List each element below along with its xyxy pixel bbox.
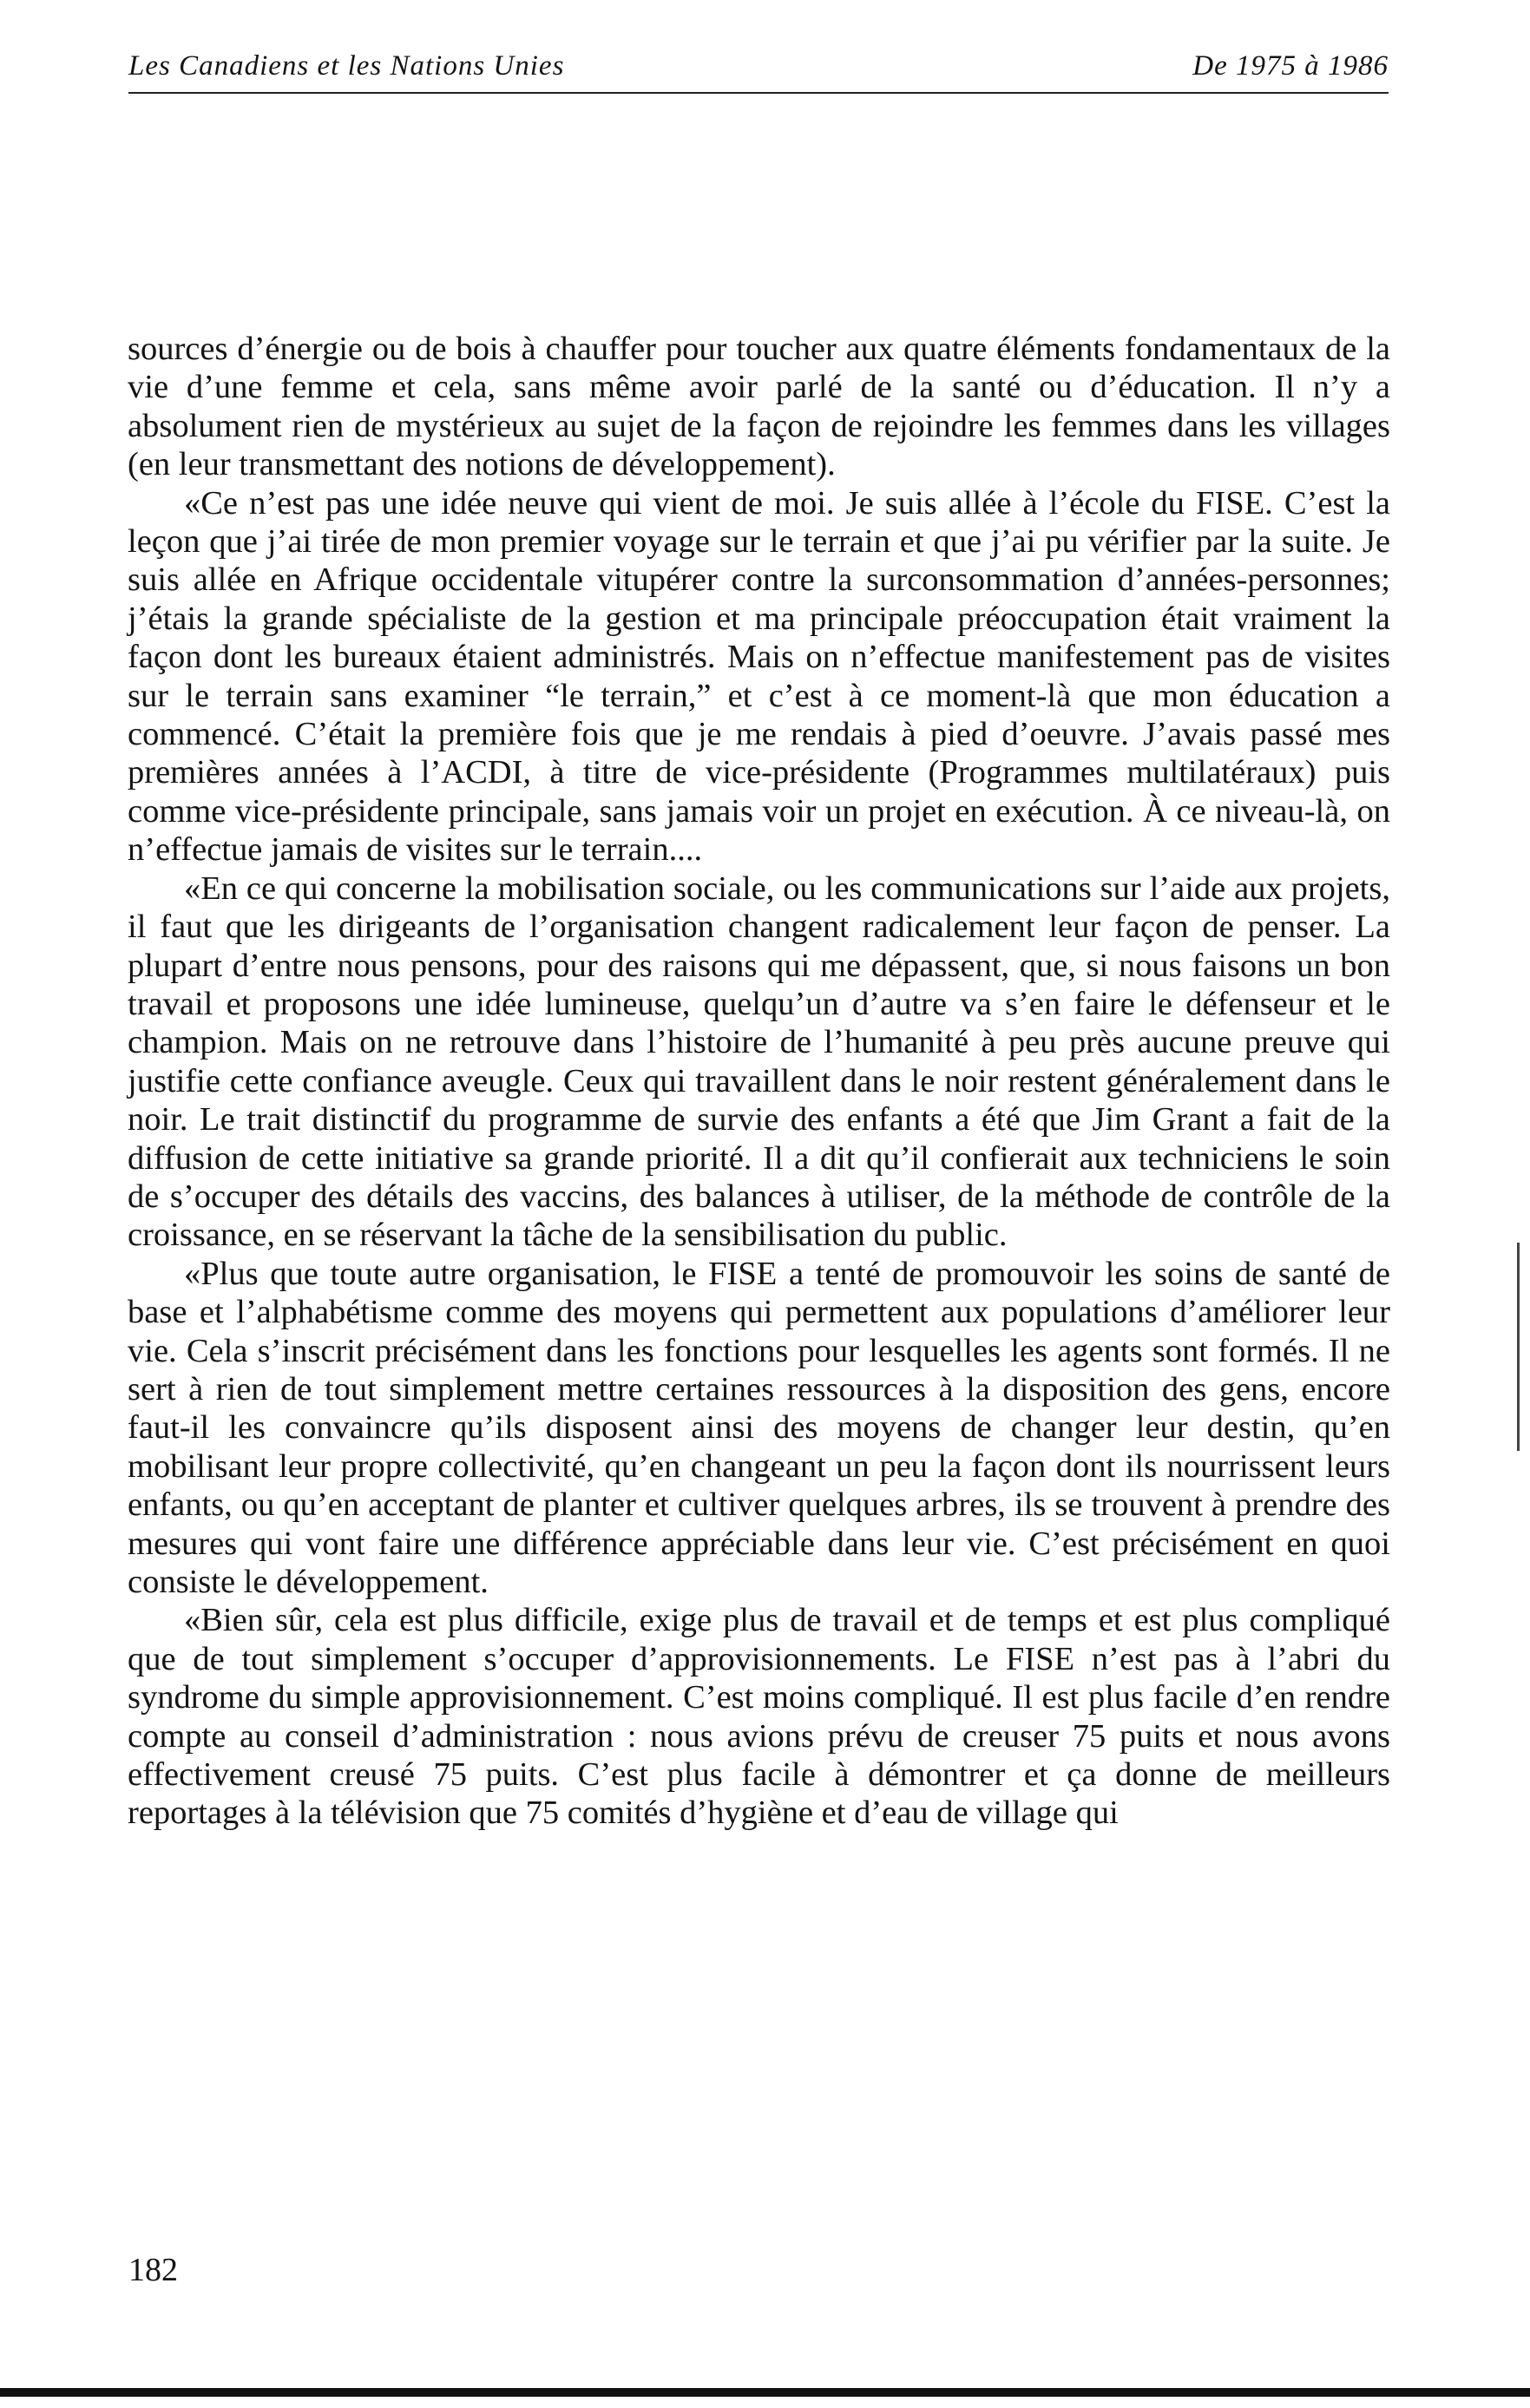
paragraph: «Bien sûr, cela est plus difficile, exige plus de travail et de temps et est plus compliqué que de tout simplement s’occuper d’approvisionnements. Le FISE n’est pas à l’abri du syndrome du simple approvisionnement. C’est moins compliqué. Il est plus facile d’en rendre compte au conseil d’administration : nous avions prévu de creuser 75 puits et nous avons effectivement creusé 75 puits. C’est plus facile à démontrer et ça donne de meilleurs reportages à la télévision que 75 comités d’hygiène et d’eau de village qui (128, 1602, 1390, 1832)
paragraph: «Plus que toute autre organisation, le FISE a tenté de promouvoir les soins de santé de base et l’alphabétisme comme des moyens qui permettent aux populations d’améliorer leur vie. Cela s’inscrit précisément dans les fonctions pour lesquelles les agents sont formés. Il ne sert à rien de tout simplement mettre certaines ressources à la disposition des gens, encore faut-il les convaincre qu’ils disposent ainsi des moyens de changer leur destin, qu’en mobilisant leur propre collectivité, qu’en changeant un peu la façon dont ils nourrissent leurs enfants, ou qu’en acceptant de planter et cultiver quelques arbres, ils se trouvent à prendre des mesures qui vont faire une différence appréciable dans leur vie. C’est précisément en quoi consiste le développement. (128, 1255, 1390, 1600)
margin-scan-mark (1517, 1243, 1520, 1451)
paragraph: «Ce n’est pas une idée neuve qui vient de moi. Je suis allée à l’école du FISE. C’est la leçon que j’ai tirée de mon premier voyage sur le terrain et que j’ai pu vérifier par la suite. Je suis allée en Afrique occidentale vitupérer contre la surconsommation d’années-personnes; j’étais la grande spécialiste de la gestion et ma principale préoccupation était vraiment la façon dont les bureaux étaient administrés. Mais on n’effectue manifestement pas de visites sur le terrain sans examiner “le terrain,” et c’est à ce moment-là que mon éducation a commencé. C’était la première fois que je me rendais à pied d’oeuvre. J’avais passé mes premières années à l’ACDI, à titre de vice-présidente (Programmes multilatéraux) puis comme vice-présidente principale, sans jamais voir un projet en exécution. À ce niveau-là, on n’effectue jamais de visites sur le terrain.... (128, 484, 1390, 869)
paragraph-continuation: sources d’énergie ou de bois à chauffer pour toucher aux quatre éléments fondamentaux de la vie d’une femme et cela, sans même avoir parlé de la santé ou d’éducation. Il n’y a absolument rien de mystérieux au sujet de la façon de rejoindre les femmes dans les villages (en leur transmettant des notions de développement). (128, 331, 1390, 483)
page-number: 182 (128, 2252, 178, 2288)
header-period: De 1975 à 1986 (1192, 50, 1389, 82)
header-book-title: Les Canadiens et les Nations Unies (128, 50, 565, 82)
body-text (128, 330, 1390, 1833)
running-header (128, 50, 1389, 94)
paragraph: «En ce qui concerne la mobilisation sociale, ou les communications sur l’aide aux projets, il faut que les dirigeants de l’organisation changent radicalement leur façon de penser. La plupart d’entre nous pensons, pour des raisons qui me dépassent, que, si nous faisons un bon travail et proposons une idée lumineuse, quelqu’un d’autre va s’en faire le défenseur et le champion. Mais on ne retrouve dans l’histoire de l’humanité à peu près aucune preuve qui justifie cette confiance aveugle. Ceux qui travaillent dans le noir restent généralement dans le noir. Le trait distinctif du programme de survie des enfants a été que Jim Grant a fait de la diffusion de cette initiative sa grande priorité. Il a dit qu’il confierait aux techniciens le soin de s’occuper des détails des vaccins, des balances à utiliser, de la méthode de contrôle de la croissance, en se réservant la tâche de la sensibilisation du public. (128, 869, 1390, 1254)
bottom-rule (0, 2388, 1530, 2397)
